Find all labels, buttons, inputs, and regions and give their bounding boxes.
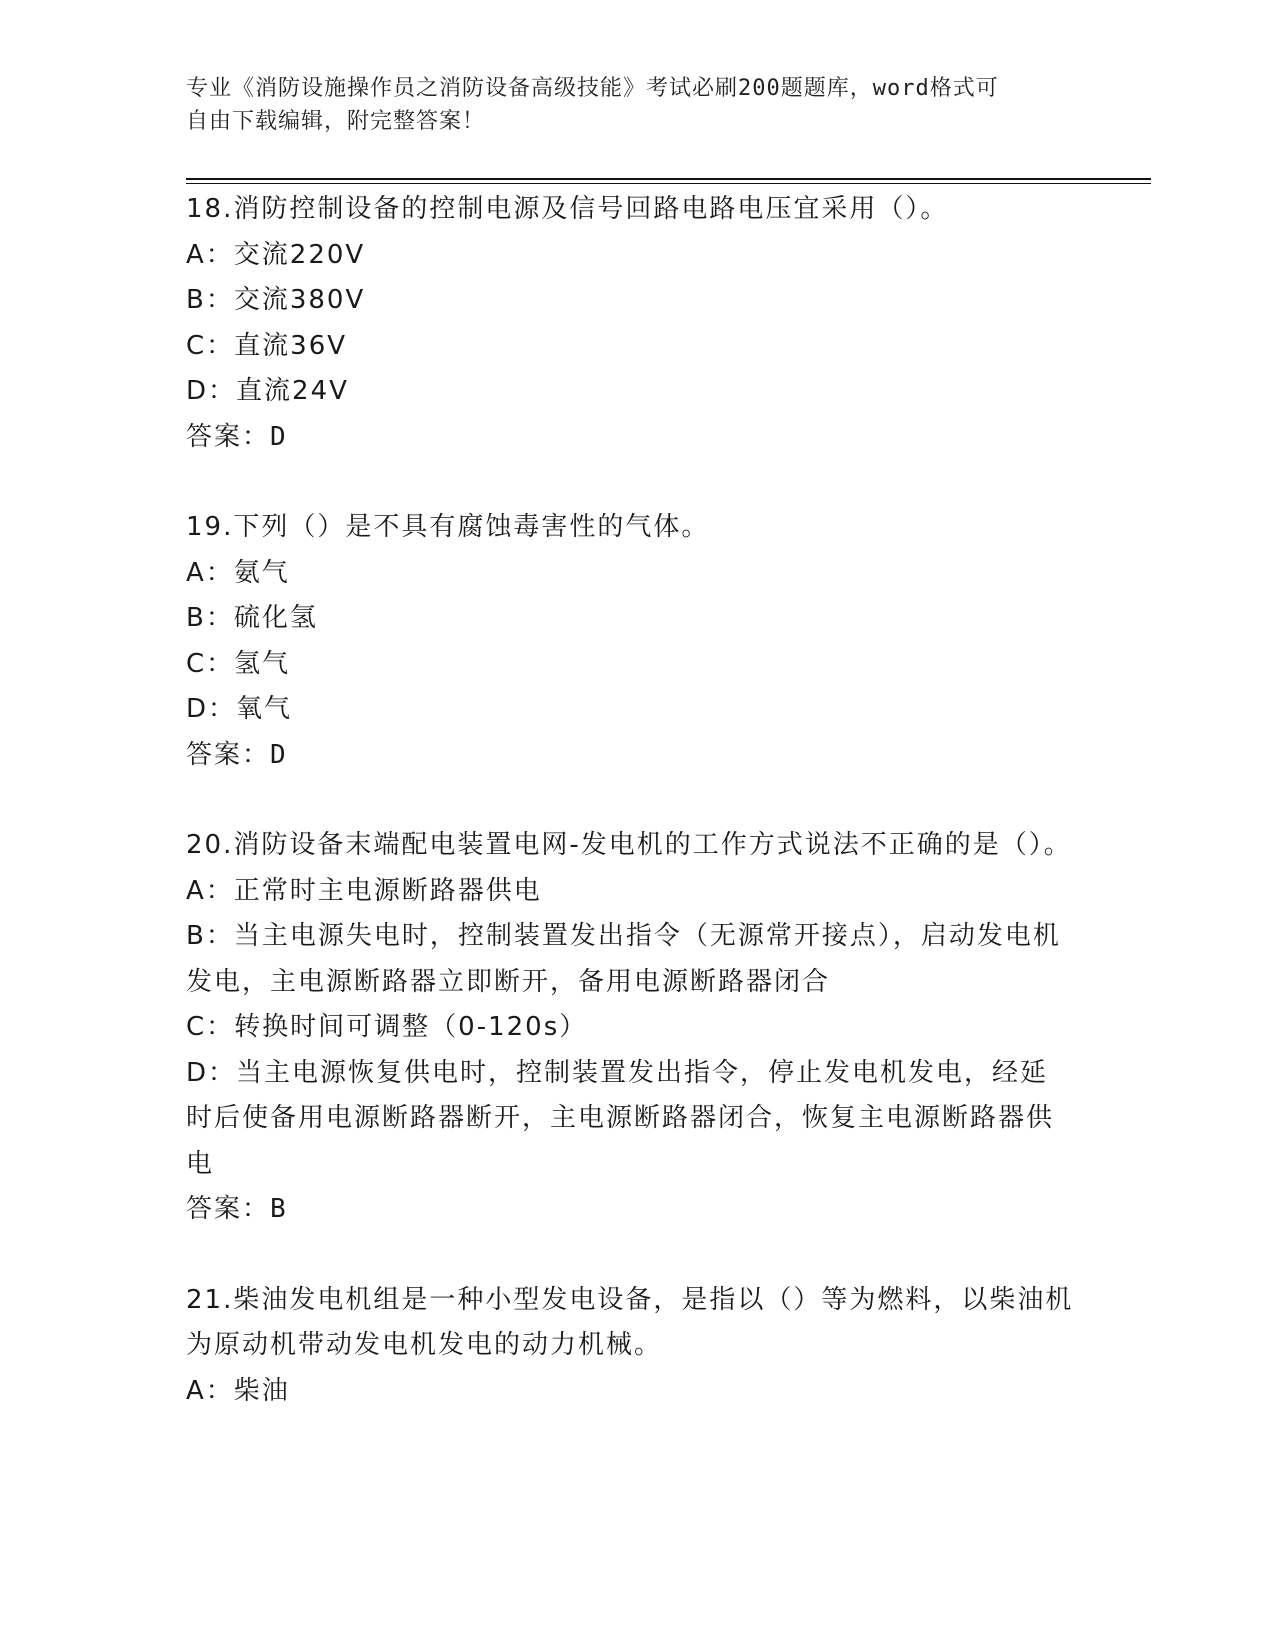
option-a: A：氨气 <box>186 557 290 588</box>
header-divider-thin <box>186 183 1151 184</box>
option-d: D：直流24V <box>186 376 349 406</box>
option-a: A：正常时主电源断路器供电 <box>186 875 542 906</box>
option-b: B：当主电源失电时，控制装置发出指令（无源常开接点），启动发电机发电，主电源断路器立即断开，备用电源断路器闭合 <box>186 921 1061 997</box>
question-stem: 20.消防设备末端配电装置电网-发电机的工作方式说法不正确的是（）。 <box>186 830 1072 860</box>
header-line-1: 专业《消防设施操作员之消防设备高级技能》考试必刷200题题库，word格式可 <box>186 76 999 101</box>
option-b: B：硫化氢 <box>186 603 318 633</box>
option-b: B：交流380V <box>186 285 366 315</box>
answer-line: 答案：D <box>186 421 288 452</box>
question-19 <box>186 505 1076 778</box>
question-stem: 21.柴油发电机组是一种小型发电设备，是指以（）等为燃料，以柴油机为原动机带动发电机发电的动力机械。 <box>186 1284 1074 1360</box>
option-d: D：氧气 <box>186 694 293 724</box>
option-c: C：氢气 <box>186 648 291 679</box>
option-d: D：当主电源恢复供电时，控制装置发出指令，停止发电机发电，经延时后使备用电源断路器断开，主电源断路器闭合，恢复主电源断路器供电 <box>186 1057 1055 1179</box>
question-stem: 18.消防控制设备的控制电源及信号回路电路电压宜采用（）。 <box>186 194 949 224</box>
answer-line: 答案：D <box>186 739 288 770</box>
answer-line: 答案：B <box>186 1194 288 1224</box>
document-header <box>186 72 1086 138</box>
question-21 <box>186 1278 1076 1415</box>
option-c: C：直流36V <box>186 330 348 361</box>
question-list <box>186 187 1076 1459</box>
option-c: C：转换时间可调整（0-120s） <box>186 1012 588 1042</box>
question-stem: 19.下列（）是不具有腐蚀毒害性的气体。 <box>186 512 710 542</box>
option-a: A：柴油 <box>186 1375 290 1406</box>
question-20 <box>186 823 1076 1233</box>
question-18 <box>186 187 1076 460</box>
header-line-2: 自由下载编辑，附完整答案！ <box>186 109 486 134</box>
option-a: A：交流220V <box>186 239 366 270</box>
header-divider-thick <box>186 178 1151 180</box>
